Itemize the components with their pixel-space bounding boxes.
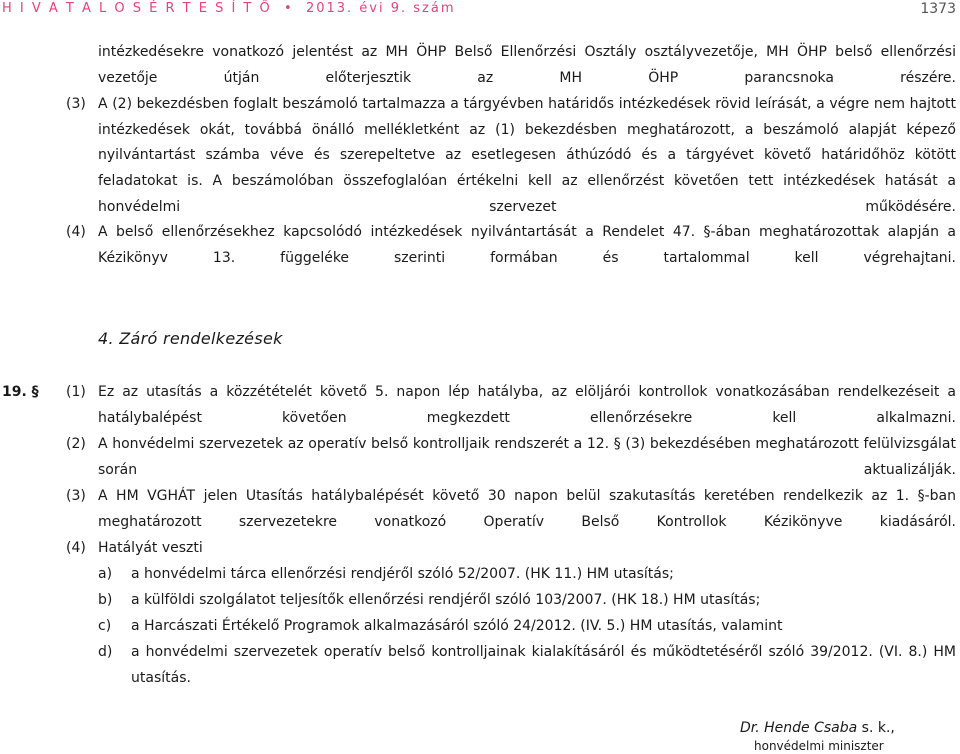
paragraph-number: (1) [66,384,86,400]
paragraph-number: (4) [66,224,86,240]
continued-paragraph: intézkedésekre vonatkozó jelentést az MH ÖHP Belső Ellenőrzési Osztály osztályvezetője, MH ÖHP belső ellenőrzési vezetője útján előterjesztik az MH ÖHP parancsnoka részére. [98,44,956,86]
signer-suffix: s. k., [857,720,895,736]
section-number: 19. § [2,384,39,400]
paragraph-number: (4) [66,540,86,556]
header-left [2,1,455,16]
subitem-letter: b) [98,592,113,608]
paragraph-text: Ez az utasítás a közzétételét követő 5. napon lép hatályba, az elöljárói kontrollok vonatkozásában rendelkezéseit a hatálybalépést követően megkezdett ellenőrzésekre kell alkalmazni. [98,384,956,426]
paragraph-text: A belső ellenőrzésekhez kapcsolódó intézkedések nyilvántartását a Rendelet 47. §-ában meghatározottak alapján a Kézikönyv 13. függeléke szerinti formában és tartalommal kell végrehajtani. [98,224,956,266]
paragraph-number: (3) [66,488,86,504]
paragraph-text: A honvédelmi szervezetek az operatív belső kontrolljaik rendszerét a 12. § (3) bekezdésében meghatározott felülvizsgálat során aktualizálják. [98,436,956,478]
journal-name: H I V A T A L O S É R T E S Í T Ő [2,1,272,16]
signer-name: Dr. Hende Csaba [740,720,858,736]
paragraph-text: A HM VGHÁT jelen Utasítás hatálybalépését követő 30 napon belül szakutasítás keretében rendelkezik az 1. §-ban meghatározott szervezetekre vonatkozó Operatív Belső Kontrollok Kézikönyve kiadásáról. [98,488,956,530]
running-header [0,0,960,18]
section-heading: 4. Záró rendelkezések [98,329,283,348]
subitem-text: a honvédelmi szervezetek operatív belső kontrolljainak kialakításáról és működtetéséről szóló 39/2012. (VI. 8.) HM utasítás. [131,644,956,686]
subitem-letter: a) [98,566,113,582]
page-number: 1373 [920,1,956,17]
signer-title: honvédelmi miniszter [754,739,884,753]
paragraph-text: A (2) bekezdésben foglalt beszámoló tartalmazza a tárgyévben határidős intézkedések rövid leírását, a végre nem hajtott intézkedések okát, továbbá önálló mellékletként az (1) bekezdésben meghatározott, a beszámoló alapját képező nyilvántartást számba véve és szerepeltetve az esetlegesen áthúzódó és a tárgyévet követő határidőhöz kötött feladatokat is. A beszámolóban összefoglalóan értékelni kell az ellenőrzést követően tett intézkedések hatását a honvédelmi szervezet működésére. [98,96,956,215]
subitem-text: a Harcászati Értékelő Programok alkalmazásáról szóló 24/2012. (IV. 5.) HM utasítás, valamint [131,618,783,634]
header-bullet: • [284,1,294,16]
subitem-letter: d) [98,644,113,660]
subitem-letter: c) [98,618,112,634]
paragraph-number: (2) [66,436,86,452]
subitem-text: a külföldi szolgálatot teljesítők ellenőrzési rendjéről szóló 103/2007. (HK 18.) HM utasítás; [131,592,761,608]
paragraph-number: (3) [66,96,86,112]
paragraph-text: Hatályát veszti [98,540,203,556]
issue-label: 2013. évi 9. szám [305,1,456,16]
subitem-text: a honvédelmi tárca ellenőrzési rendjéről szóló 52/2007. (HK 11.) HM utasítás; [131,566,674,582]
